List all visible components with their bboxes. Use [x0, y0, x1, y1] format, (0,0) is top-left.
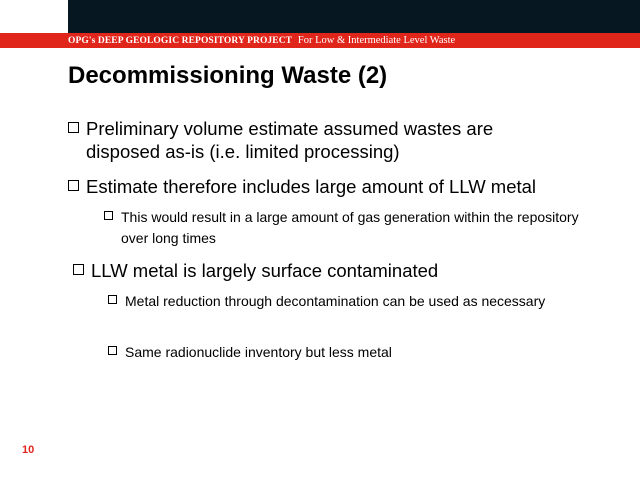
bullet-text: Preliminary volume estimate assumed wastes are disposed as-is (i.e. limited processing): [86, 118, 494, 162]
checkbox-bullet-icon: [108, 295, 117, 304]
bullet-text: Metal reduction through decontamination can be used as necessary: [125, 293, 546, 309]
waste-label: For Low & Intermediate Level Waste: [297, 35, 456, 46]
bullet-text: Estimate therefore includes large amount of LLW metal: [86, 176, 537, 197]
project-label: OPG's DEEP GEOLOGIC REPOSITORY PROJECT: [68, 36, 293, 46]
checkbox-bullet-icon: [108, 346, 117, 355]
slide-title: Decommissioning Waste (2): [68, 62, 388, 89]
bullet-item: [73, 259, 593, 282]
bullet-item: [68, 117, 568, 163]
header-dark-bar: [0, 0, 640, 33]
sub-bullet-item: [108, 291, 588, 312]
page-number: 10: [22, 444, 35, 456]
bullet-text: This would result in a large amount of gas generation within the repository over long times: [121, 209, 579, 246]
header-project-title: [68, 34, 455, 47]
sub-bullet-item: [104, 207, 604, 249]
checkbox-bullet-icon: [104, 211, 113, 220]
sub-bullet-item: [108, 342, 588, 363]
bullet-text: Same radionuclide inventory but less metal: [125, 344, 392, 360]
checkbox-bullet-icon: [68, 122, 79, 133]
bullet-text: LLW metal is largely surface contaminated: [91, 260, 439, 281]
header-logo-area: [0, 0, 65, 33]
header-divider: [65, 0, 68, 33]
bullet-item: [68, 175, 628, 198]
checkbox-bullet-icon: [73, 264, 84, 275]
checkbox-bullet-icon: [68, 180, 79, 191]
